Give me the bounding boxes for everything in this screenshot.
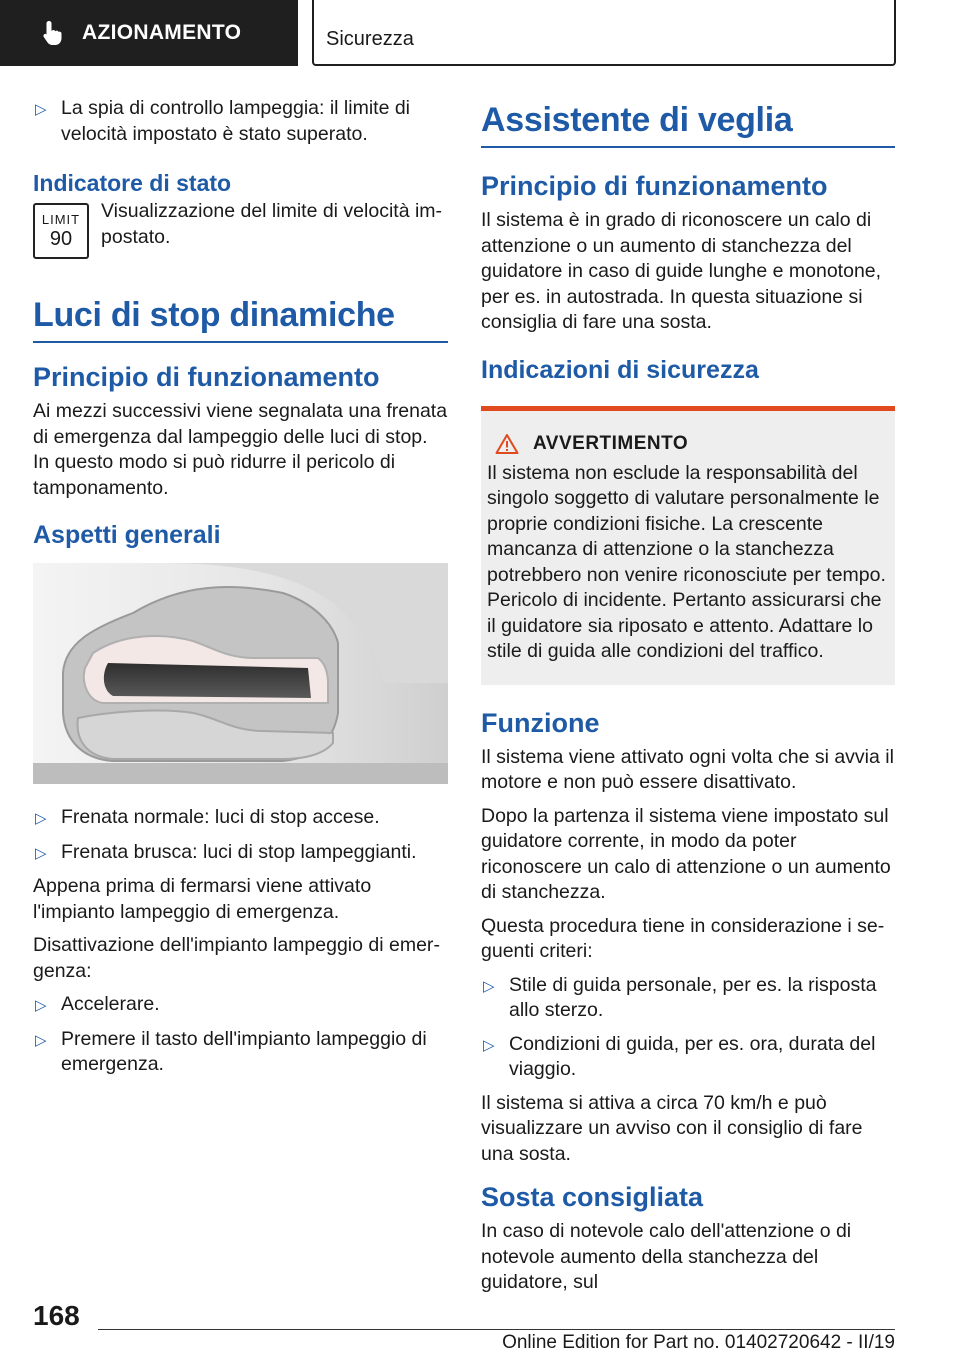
paragraph: Dopo la partenza il sistema viene impostato sul guidatore corrente, in modo da poter riconoscere un calo di attenzione o un aumento di stanchezza. bbox=[481, 804, 891, 903]
warning-triangle-icon bbox=[495, 433, 519, 455]
list-item bbox=[33, 805, 448, 832]
warning-title bbox=[487, 433, 887, 455]
chapter-tab bbox=[312, 0, 896, 66]
list-item-text: Stile di guida personale, per es. la risposta allo sterzo. bbox=[509, 973, 877, 1021]
bullet-triangle-icon: ▷ bbox=[35, 844, 47, 862]
page-number: 168 bbox=[33, 1300, 80, 1331]
section-tab bbox=[0, 0, 298, 66]
list-item-text: Accelerare. bbox=[61, 993, 160, 1015]
warning-box bbox=[481, 406, 895, 685]
list-item bbox=[33, 992, 448, 1019]
section-heading: Funzione bbox=[481, 707, 600, 738]
list-item bbox=[481, 1032, 895, 1083]
list-item bbox=[33, 96, 448, 147]
footer-edition: Online Edition for Part no. 01402720642 - II/19 bbox=[502, 1332, 895, 1353]
page-header bbox=[0, 0, 960, 66]
status-text: Visualizzazione del limite di velocità impostato. bbox=[101, 200, 443, 248]
chapter-title: Sicurezza bbox=[326, 28, 414, 50]
bullet-triangle-icon: ▷ bbox=[483, 1036, 495, 1054]
section-heading: Indicazioni di sicurezza bbox=[481, 355, 759, 384]
list-item bbox=[481, 973, 895, 1024]
paragraph: Il sistema viene attivato ogni volta che si avvia il motore e non può essere disattivato. bbox=[481, 745, 894, 793]
list-item-text: La spia di controllo lampeggia: il limite di velocità impostato è stato superato. bbox=[61, 97, 411, 145]
section-heading: Principio di funzionamento bbox=[33, 362, 380, 392]
bullet-triangle-icon: ▷ bbox=[35, 101, 47, 118]
paragraph: Appena prima di fermarsi viene attivato l'impianto lampeggio di emergenza. bbox=[33, 875, 372, 923]
list-item-text: Frenata normale: luci di stop accese. bbox=[61, 806, 380, 828]
tail-light-image bbox=[33, 563, 448, 784]
paragraph: Disattivazione dell'impianto lampeggio di emergenza: bbox=[33, 934, 440, 982]
bullet-triangle-icon: ▷ bbox=[35, 1031, 47, 1049]
paragraph: Il sistema si attiva a circa 70 km/h e può visualizzare un avviso con il consiglio di fare una sosta. bbox=[481, 1091, 863, 1165]
list-item bbox=[33, 1027, 448, 1078]
warning-text: Il sistema non esclude la responsabilità del singolo soggetto di valutare personalmente le proprie condizioni fisiche. La crescente mancanza di attenzione o la stanchezza potrebbero non venire riconosciute per tempo. Pericolo di incidente. Pertanto assicurarsi che il guidatore sia riposato e attento. Adattare lo stile di guida alle condizioni del traffico. bbox=[487, 461, 886, 662]
left-column bbox=[33, 96, 448, 1086]
limit-icon-label: LIMIT bbox=[41, 212, 81, 227]
status-heading: Indicatore di stato bbox=[33, 170, 232, 196]
bullet-triangle-icon: ▷ bbox=[35, 997, 47, 1014]
speed-limit-icon bbox=[33, 203, 89, 259]
bullet-triangle-icon: ▷ bbox=[483, 977, 495, 995]
right-column bbox=[481, 100, 895, 1304]
paragraph: Questa procedura tiene in considerazione i seguenti criteri: bbox=[481, 914, 885, 962]
paragraph: Il sistema è in grado di riconoscere un calo di attenzione o un aumento di stanchezza del guidatore in caso di guide lunghe e monotone, per es. in autostrada. In questa situazione si consiglia di fare una sosta. bbox=[481, 209, 882, 333]
bullet-triangle-icon: ▷ bbox=[35, 810, 47, 827]
section-heading: Principio di funzionamento bbox=[481, 171, 828, 201]
chapter-heading: Assistente di veglia bbox=[481, 100, 895, 148]
list-item-text: Frenata brusca: luci di stop lampeggianti. bbox=[61, 840, 417, 863]
paragraph: Ai mezzi successivi viene segnalata una frenata di emergenza dal lampeggio delle luci di stop. In questo modo si può ridurre il pericolo di tamponamento. bbox=[33, 400, 448, 499]
paragraph: In caso di notevole calo dell'attenzione o di notevole aumento della stanchezza del guidatore, sul bbox=[481, 1220, 852, 1293]
section-heading: Sosta consigliata bbox=[481, 1182, 704, 1212]
section-heading: Aspetti generali bbox=[33, 521, 221, 549]
hand-pointer-icon bbox=[38, 18, 68, 48]
section-title: AZIONAMENTO bbox=[82, 21, 242, 44]
chapter-heading: Luci di stop dinamiche bbox=[33, 295, 448, 343]
footer-divider bbox=[98, 1329, 895, 1330]
list-item bbox=[33, 840, 448, 867]
list-item-text: Condizioni di guida, per es. ora, durata del viaggio. bbox=[509, 1032, 876, 1080]
warning-title-text: AVVERTIMENTO bbox=[533, 432, 689, 454]
limit-icon-value: 90 bbox=[49, 228, 73, 250]
list-item-text: Premere il tasto dell'impianto lampeggio di emergenza. bbox=[61, 1027, 427, 1075]
status-indicator bbox=[33, 200, 448, 259]
